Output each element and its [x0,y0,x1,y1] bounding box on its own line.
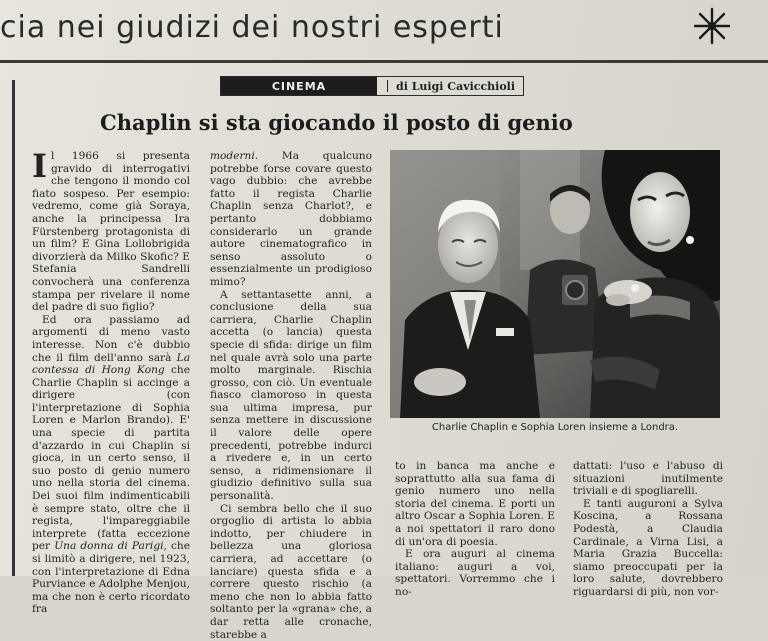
paragraph: A settantasette anni, a conclusione della sua carriera, Charlie Chaplin accetta (o lancia) questa specie di sfida: dirige un film nel quale avrà solo una parte molto marginale. Rischia grosso, con ciò. Un eventuale fiasco clamoroso in questa sua ultima impresa, pur senza mettere in discussione il valore delle opere precedenti, potrebbe indurci a rivedere e, in un certo senso, a ridimensionare il giudizio definitivo sulla sua personalità. [210,288,372,503]
section-header [220,76,524,96]
paragraph: dattati: l'uso e l'abuso di situazioni inutilmente triviali e di spogliarelli. [573,460,723,498]
paragraph: to in banca ma anche e soprattutto alla sua fama di genio numero uno nella storia del cinema. E porti un altro Oscar a Sophia Loren. E a noi spettatori il raro dono di un'ora di poesia. [395,460,555,548]
photo-chaplin-loren [390,150,720,418]
section-label: CINEMA [221,77,377,95]
film-title: moderni [210,150,255,162]
paragraph: E ora auguri al cinema italiano: auguri a voi, spettatori. Vorremmo che i no- [395,548,555,598]
article-title: Chaplin si sta giocando il posto di genio [100,110,573,135]
star-ornament-icon [692,6,732,46]
photo-caption: Charlie Chaplin e Sophia Loren insieme a Londra. [431,422,679,433]
author-byline: di Luigi Cavicchioli [377,77,523,95]
column-rule [12,80,15,576]
paragraph: l 1966 si presenta gravido di interrogativi che tengono il mondo col fiato sospeso. Per esempio: vedremo, come già Soraya, anche la principessa Ira Fürstenberg protagonista di un film? E Gina Lollobrigida divorzierà da Milko Skofic? E Stefania Sandrelli convocherà una conferenza stampa per rivelare il nome del padre di suo figlio? [32,150,190,314]
page-headline: cia nei giudizi dei nostri esperti [0,10,504,45]
article-column-1 [32,147,191,616]
paragraph: Ed ora passiamo ad argomenti di meno vasto interesse. Non c'è dubbio che il film dell'anno sarà [32,313,190,364]
paragraph: E tanti auguroni a Sylva Koscina, a Rossana Podestà, a Claudia Cardinale, a Virna Lisi, a Maria Grazia Buccella: siamo preoccupati per la loro salute, dovrebbero riguardarsi di più, non vor- [573,497,723,598]
drop-cap: I [32,147,47,185]
paragraph: , che si limitò a dirigere, nel 1923, con l'interpretazione di Edna Purviance e Adolphe Menjou, ma che non è certo ricordato fra [32,540,190,616]
article-photo [390,150,720,418]
article-column-3 [395,460,555,599]
article-column-4 [573,460,723,599]
article-column-2 [210,150,372,641]
top-rule [0,60,768,63]
paragraph: . Ma qualcuno potrebbe forse covare questo vago dubbio: che avrebbe fatto il regista Charlie Chaplin senza Charlot?, e pertanto dobbiamo considerarlo un grande autore cinematografico in senso assoluto o essenzialmente un prodigioso mimo? [210,150,372,288]
film-title: Una donna di Parigi [54,540,164,553]
film-title: La contessa di Hong Kong [32,351,191,377]
paragraph: che Charlie Chaplin si accinge a dirigere (con l'interpretazione di Sophia Loren e Marlon Brando). E' una specie di partita d'azzardo in cui Chaplin si gioca, in un certo senso, il suo posto di genio numero uno nella storia del cinema. Dei suoi film indimenticabili è sempre stato, oltre che il regista, l'impareggiabile interprete (fatta eccezione per [32,364,190,553]
paragraph: Ci sembra bello che il suo orgoglio di artista lo abbia indotto, per chiudere in bellezza una gloriosa carriera, ad accettare (o lanciare) questa sfida e a correre questo rischio (a meno che non lo abbia fatto soltanto per la «grana» che, a dar retta alle cronache, starebbe a [210,502,372,641]
